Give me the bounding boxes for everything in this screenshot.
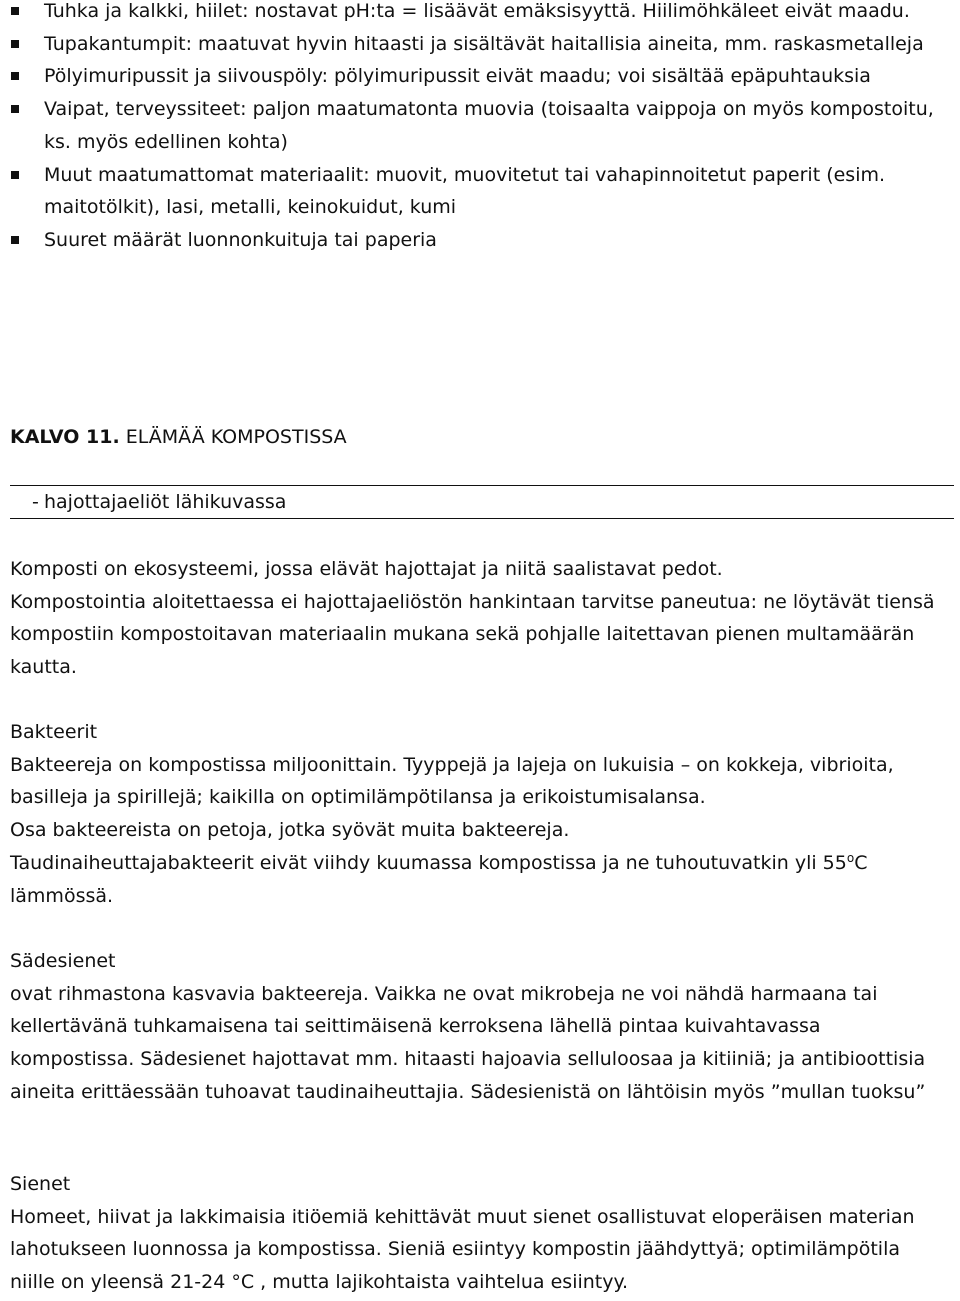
bacteria-heading: Bakteerit xyxy=(10,721,98,743)
bacteria-paragraph-1: Bakteereja on kompostissa miljoonittain. Tyyppejä ja lajeja on lukuisia – on kokkeja, vibrioita, basilleja ja spirillejä; kaikilla on optimilämpötilansa ja erikoistumisalansa. xyxy=(10,753,894,809)
bacteria-paragraph-2: Osa bakteereista on petoja, jotka syövät muita bakteereja. xyxy=(10,819,570,842)
bacteria-paragraph-3-tail: C lämmössä. xyxy=(10,851,868,907)
square-bullet-icon xyxy=(11,40,19,48)
square-bullet-icon xyxy=(11,236,19,244)
list-item xyxy=(10,224,945,257)
list-item xyxy=(10,28,945,61)
fungi-paragraph: Homeet, hiivat ja lakkimaisia itiöemiä kehittävät muut sienet osallistuvat eloperäisen materian lahotukseen luonnossa ja kompostissa. Sieniä esiintyy kompostin jäähdyttyä; optimilämpötila niille on yleensä 21-24 °C , mutta lajikohtaista vaihtelua esiintyy. xyxy=(10,1205,915,1294)
list-item xyxy=(10,159,945,224)
intro-paragraph-2: Kompostointia aloitettaessa ei hajottajaeliöstön hankintaan tarvitse paneutua: ne löytävät tiensä kompostiin kompostoitavan materiaalin mukana sekä pohjalle laitettavan pienen multamäärän kautta. xyxy=(10,590,935,679)
square-bullet-icon xyxy=(11,7,19,15)
slide-number: KALVO 11. xyxy=(10,426,120,448)
square-bullet-icon xyxy=(11,72,19,80)
subtitle-box xyxy=(10,485,954,519)
bullet-list xyxy=(10,0,945,257)
actinomycetes-paragraph: ovat rihmastona kasvavia bakteereja. Vaikka ne ovat mikrobeja ne voi nähdä harmaana tai kellertävänä tuhkamaisena tai seittimäisenä kerroksena lähellä pintaa kuivahtavassa kompostissa. Sädesienet hajottavat mm. hitaasti hajoavia selluloosaa ja kitiiniä; ja antibioottisia aineita erittäessään tuhoavat taudinaiheuttajia. Sädesienistä on lähtöisin myös ”mullan tuoksu” xyxy=(10,982,926,1103)
list-item xyxy=(10,60,945,93)
list-item-text: Muut maatumattomat materiaalit: muovit, muovitetut tai vahapinnoitetut paperit (esim. maitotölkit), lasi, metalli, keinokuidut, kumi xyxy=(44,163,886,219)
list-item-text: Tuhka ja kalkki, hiilet: nostavat pH:ta = lisäävät emäksisyyttä. Hiilimöhkäleet eivät maadu. xyxy=(44,0,910,22)
fungi-heading: Sienet xyxy=(10,1173,71,1195)
degree-superscript: o xyxy=(846,850,855,865)
square-bullet-icon xyxy=(11,105,19,113)
subtitle-text: hajottajaeliöt lähikuvassa xyxy=(44,490,287,513)
intro-paragraph-1: Komposti on ekosysteemi, jossa elävät hajottajat ja niitä saalistavat pedot. xyxy=(10,558,723,580)
slide-title: ELÄMÄÄ KOMPOSTISSA xyxy=(125,426,347,448)
bacteria-section xyxy=(10,716,945,912)
subtitle-dash: - xyxy=(32,490,39,513)
slide-heading xyxy=(10,421,347,454)
list-item-text: Pölyimuripussit ja siivouspöly: pölyimuripussit eivät maadu; voi sisältää epäpuhtauksia xyxy=(44,65,871,88)
list-item-text: Suuret määrät luonnonkuituja tai paperia xyxy=(44,228,437,251)
intro-section xyxy=(10,553,945,684)
bacteria-paragraph-3 xyxy=(10,847,945,912)
fungi-section xyxy=(10,1168,945,1299)
list-item-text: Tupakantumpit: maatuvat hyvin hitaasti ja sisältävät haitallisia aineita, mm. raskasmetalleja xyxy=(44,32,924,55)
list-item-text: Vaipat, terveyssiteet: paljon maatumatonta muovia (toisaalta vaippoja on myös kompostoitu, ks. myös edellinen kohta) xyxy=(44,98,934,153)
list-item xyxy=(10,93,945,158)
square-bullet-icon xyxy=(11,171,19,179)
actinomycetes-heading: Sädesienet xyxy=(10,950,116,972)
list-item xyxy=(10,0,945,28)
bacteria-paragraph-3-text: Taudinaiheuttajabakteerit eivät viihdy kuumassa kompostissa ja ne tuhoutuvatkin yli 55 xyxy=(10,851,847,874)
actinomycetes-section xyxy=(10,945,945,1109)
